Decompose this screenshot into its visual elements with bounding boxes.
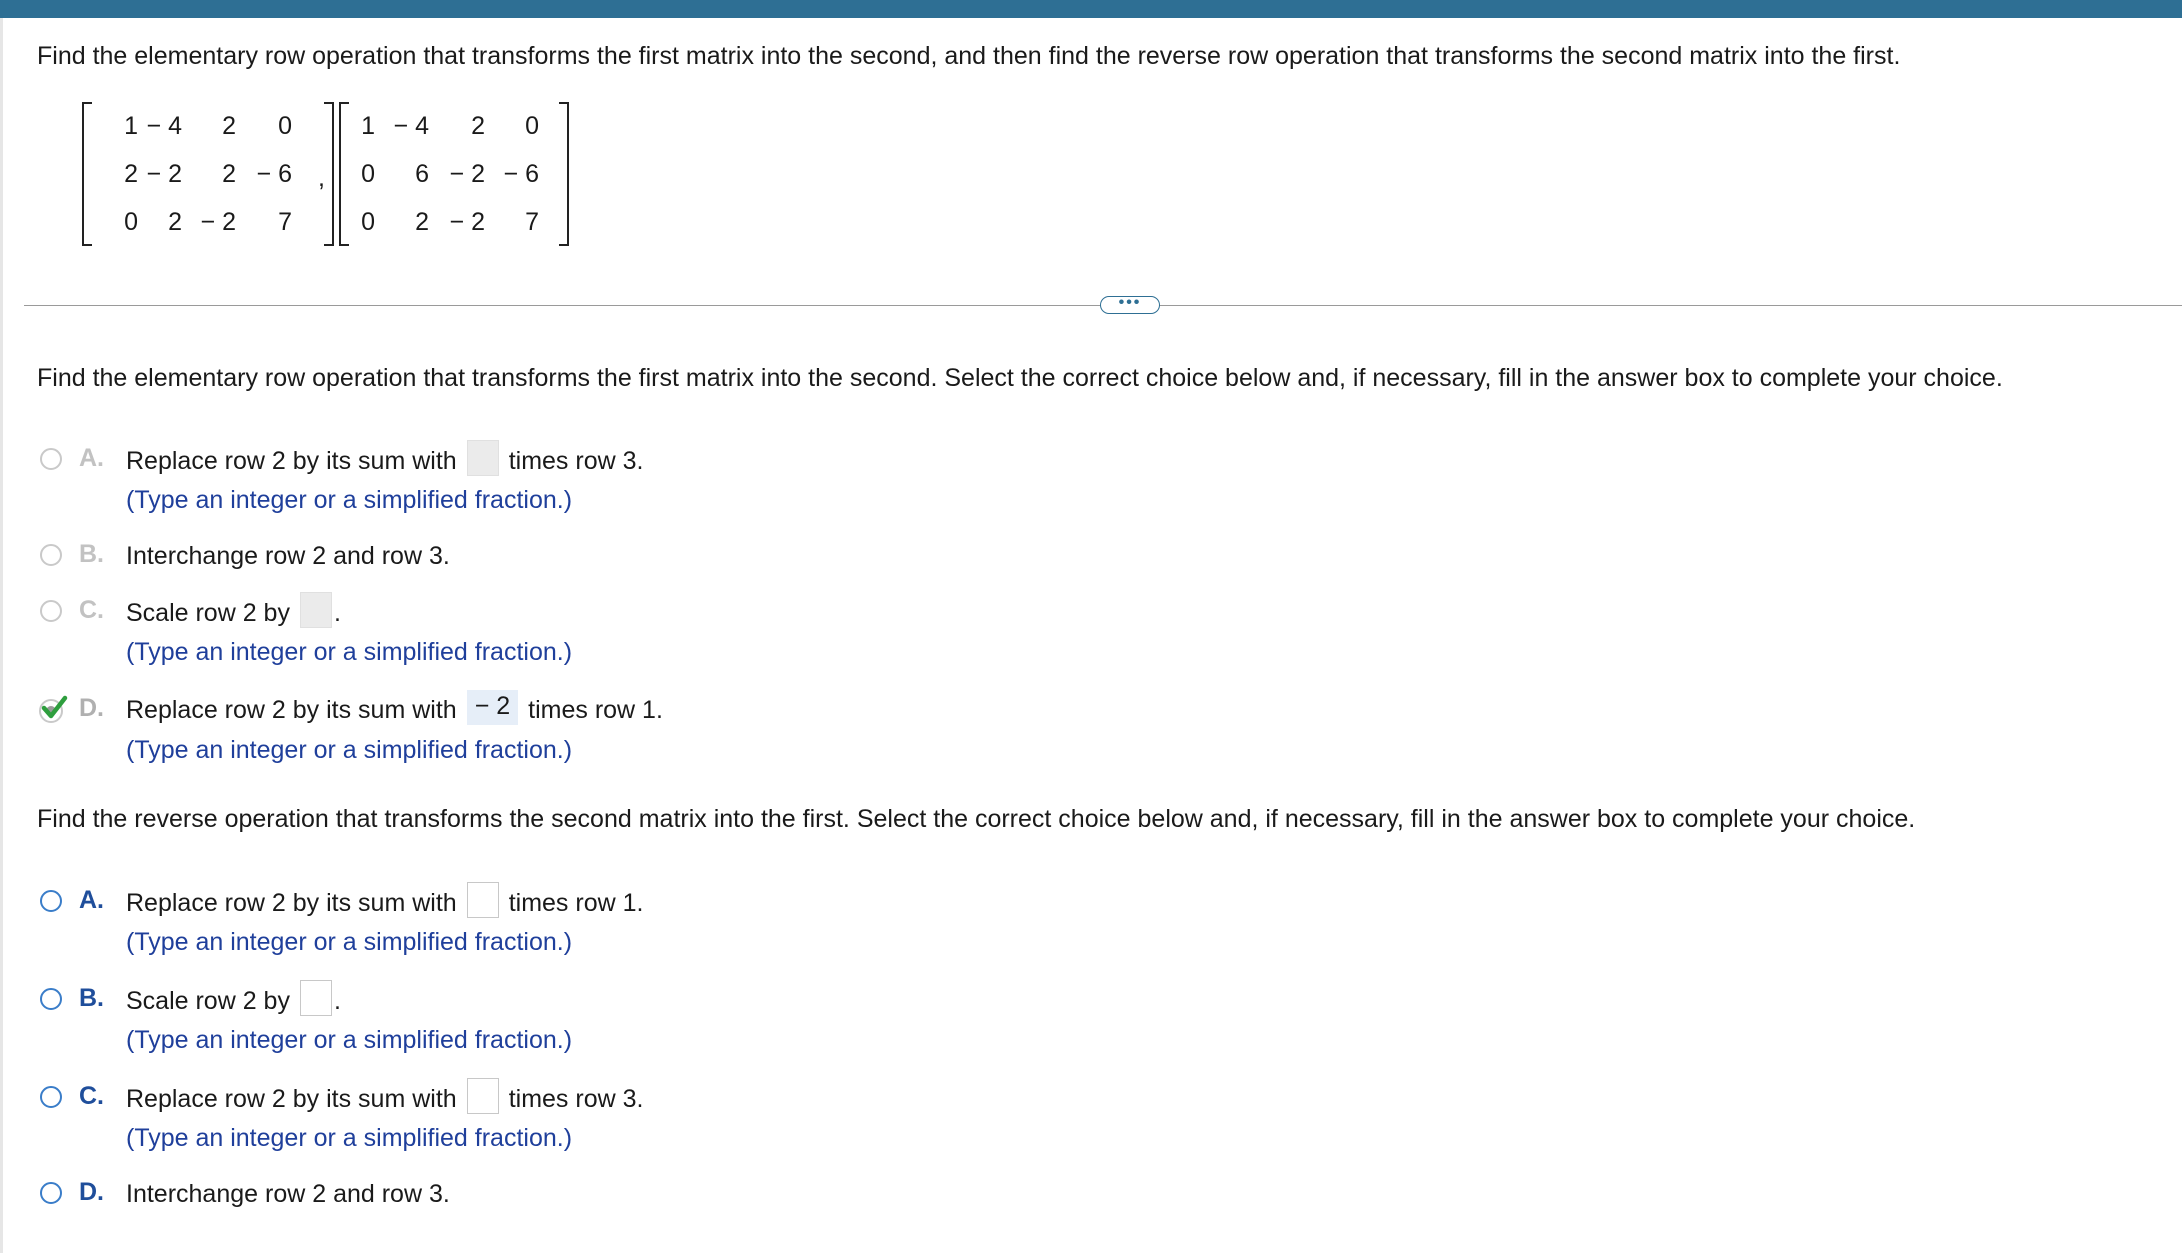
- answer-box[interactable]: [300, 592, 332, 628]
- matrix-cell: 0: [525, 112, 539, 140]
- matrix-cell: 0: [361, 160, 375, 188]
- choice-hint: (Type an integer or a simplified fraction.): [126, 1124, 573, 1152]
- choice-text: times row 3.: [508, 446, 644, 475]
- radio-button[interactable]: [40, 544, 62, 566]
- choice-text: Scale row 2 by: [126, 598, 290, 627]
- choice-text: times row 3.: [508, 1084, 644, 1113]
- radio-button[interactable]: [40, 448, 62, 470]
- choice-text: Replace row 2 by its sum with: [126, 696, 457, 724]
- choice-hint: (Type an integer or a simplified fraction.): [126, 486, 573, 514]
- choice-letter: B.: [79, 540, 104, 568]
- more-options-button[interactable]: •••: [1100, 296, 1160, 314]
- answer-box[interactable]: [467, 882, 499, 918]
- matrix-cell: 0: [278, 112, 292, 140]
- matrix-cell: − 6: [503, 160, 539, 188]
- radio-button[interactable]: [40, 890, 62, 912]
- choice-text: .: [333, 598, 341, 627]
- radio-button[interactable]: [40, 600, 62, 622]
- matrix-cell: 1: [361, 112, 375, 140]
- matrix-cell: − 4: [393, 112, 429, 140]
- choice-letter: C.: [79, 596, 104, 624]
- answer-box[interactable]: [467, 440, 499, 476]
- answer-value: − 2: [467, 690, 518, 725]
- matrix-cell: 0: [124, 208, 138, 236]
- matrix-cell: 2: [415, 208, 429, 236]
- choice-text: Replace row 2 by its sum with: [126, 446, 457, 475]
- choice-text: Replace row 2 by its sum with: [126, 888, 457, 917]
- matrix-first: [82, 102, 334, 246]
- choice-text: times row 1.: [508, 888, 644, 917]
- correct-check-icon: [38, 694, 68, 724]
- radio-button[interactable]: [40, 1086, 62, 1108]
- matrix-cell: − 2: [146, 160, 182, 188]
- choice-letter: D.: [79, 694, 104, 722]
- choice-text: Interchange row 2 and row 3.: [126, 542, 450, 570]
- choice-letter: D.: [79, 1178, 104, 1206]
- answer-box[interactable]: [300, 980, 332, 1016]
- matrix-second: [339, 102, 569, 246]
- matrix-cell: 7: [525, 208, 539, 236]
- choice-text: .: [333, 986, 341, 1015]
- matrix-cell: − 2: [449, 208, 485, 236]
- matrix-cell: − 2: [449, 160, 485, 188]
- top-header-bar: [0, 0, 2182, 18]
- choice-hint: (Type an integer or a simplified fraction.): [126, 638, 573, 666]
- choice-letter: C.: [79, 1082, 104, 1110]
- matrix-cell: 2: [222, 160, 236, 188]
- choice-hint: (Type an integer or a simplified fraction.): [126, 1026, 573, 1054]
- left-border: [0, 18, 3, 1253]
- matrix-cell: 7: [278, 208, 292, 236]
- matrix-cell: 2: [222, 112, 236, 140]
- radio-button[interactable]: [40, 1182, 62, 1204]
- matrix-cell: 1: [124, 112, 138, 140]
- choice-hint: (Type an integer or a simplified fraction.): [126, 736, 573, 764]
- question-1-prompt: Find the elementary row operation that transforms the first matrix into the second. Select the correct choice below and, if necessary, fill in the answer box to complete your choice.: [37, 364, 2003, 392]
- matrix-cell: 6: [415, 160, 429, 188]
- choice-text: Replace row 2 by its sum with: [126, 1084, 457, 1113]
- matrix-separator: ,: [318, 164, 325, 192]
- choice-letter: B.: [79, 984, 104, 1012]
- choice-text: Interchange row 2 and row 3.: [126, 1180, 450, 1208]
- problem-statement: Find the elementary row operation that transforms the first matrix into the second, and then find the reverse row operation that transforms the second matrix into the first.: [37, 42, 1901, 70]
- choice-text: Scale row 2 by: [126, 986, 290, 1015]
- matrix-cell: 2: [124, 160, 138, 188]
- choice-letter: A.: [79, 886, 104, 914]
- choice-text: times row 1.: [528, 696, 663, 724]
- matrix-cell: − 4: [146, 112, 182, 140]
- matrix-cell: 0: [361, 208, 375, 236]
- matrix-cell: − 6: [256, 160, 292, 188]
- question-2-prompt: Find the reverse operation that transforms the second matrix into the first. Select the correct choice below and, if necessary, fill in the answer box to complete your choice.: [37, 805, 1916, 833]
- radio-button[interactable]: [40, 988, 62, 1010]
- answer-box[interactable]: [467, 1078, 499, 1114]
- matrix-cell: 2: [168, 208, 182, 236]
- matrix-cell: 2: [471, 112, 485, 140]
- matrix-right-bracket: [559, 102, 569, 246]
- matrix-cell: − 2: [200, 208, 236, 236]
- choice-hint: (Type an integer or a simplified fraction.): [126, 928, 573, 956]
- choice-letter: A.: [79, 444, 104, 472]
